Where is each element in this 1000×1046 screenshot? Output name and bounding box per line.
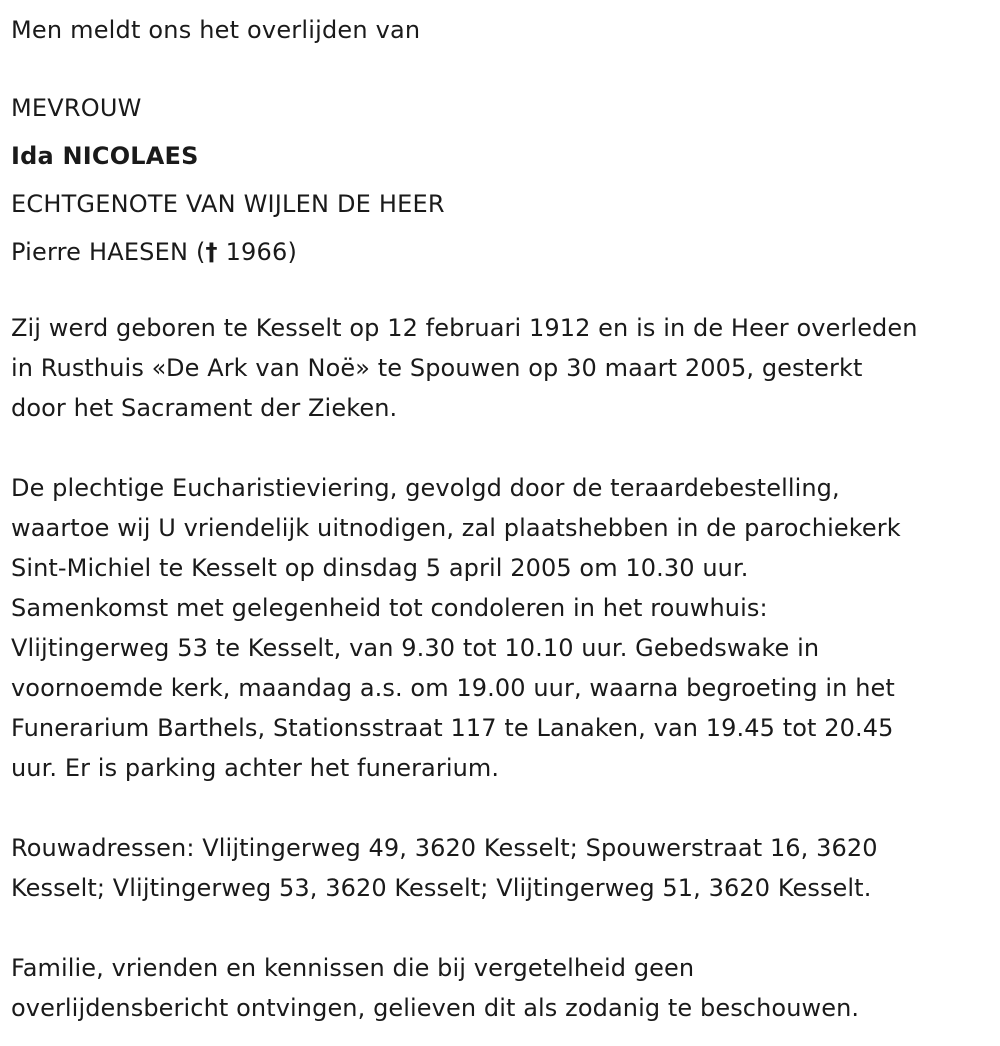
ceremony-paragraph [11, 468, 996, 788]
addresses-paragraph [11, 828, 996, 908]
ceremony-line: Samenkomst met gelegenheid tot condoleren in het rouwhuis: [11, 594, 768, 622]
birth-line: in Rusthuis «De Ark van Noë» te Spouwen op 30 maart 2005, gesterkt [11, 354, 863, 382]
closing-paragraph [11, 948, 996, 1028]
closing-line: Familie, vrienden en kennissen die bij vergetelheid geen [11, 954, 695, 982]
relation-line: ECHTGENOTE VAN WIJLEN DE HEER [11, 190, 445, 218]
addresses-line: Rouwadressen: Vlijtingerweg 49, 3620 Kesselt; Spouwerstraat 16, 3620 [11, 834, 878, 862]
latin-cross-icon: † [205, 238, 218, 266]
spouse-name: Pierre HAESEN ( [11, 238, 206, 266]
ceremony-line: Sint-Michiel te Kesselt op dinsdag 5 april 2005 om 10.30 uur. [11, 554, 749, 582]
ceremony-line: voornoemde kerk, maandag a.s. om 19.00 uur, waarna begroeting in het [11, 674, 895, 702]
ceremony-line: De plechtige Eucharistieviering, gevolgd door de teraardebestelling, [11, 474, 840, 502]
ceremony-line: uur. Er is parking achter het funerarium. [11, 754, 500, 782]
ceremony-line: Funerarium Barthels, Stationsstraat 117 te Lanaken, van 19.45 tot 20.45 [11, 714, 894, 742]
birth-line: Zij werd geboren te Kesselt op 12 februari 1912 en is in de Heer overleden [11, 314, 918, 342]
closing-line: overlijdensbericht ontvingen, gelieven dit als zodanig te beschouwen. [11, 994, 860, 1022]
spouse-death-year: 1966) [217, 238, 298, 266]
intro-line: Men meldt ons het overlijden van [11, 16, 421, 44]
ceremony-line: waartoe wij U vriendelijk uitnodigen, zal plaatshebben in de parochiekerk [11, 514, 901, 542]
ceremony-line: Vlijtingerweg 53 te Kesselt, van 9.30 tot 10.10 uur. Gebedswake in [11, 634, 820, 662]
birth-paragraph [11, 308, 996, 428]
deceased-name: Ida NICOLAES [11, 142, 199, 170]
title-mevrouw: MEVROUW [11, 94, 142, 122]
spouse-line [11, 228, 1000, 276]
addresses-line: Kesselt; Vlijtingerweg 53, 3620 Kesselt; Vlijtingerweg 51, 3620 Kesselt. [11, 874, 872, 902]
birth-line: door het Sacrament der Zieken. [11, 394, 398, 422]
